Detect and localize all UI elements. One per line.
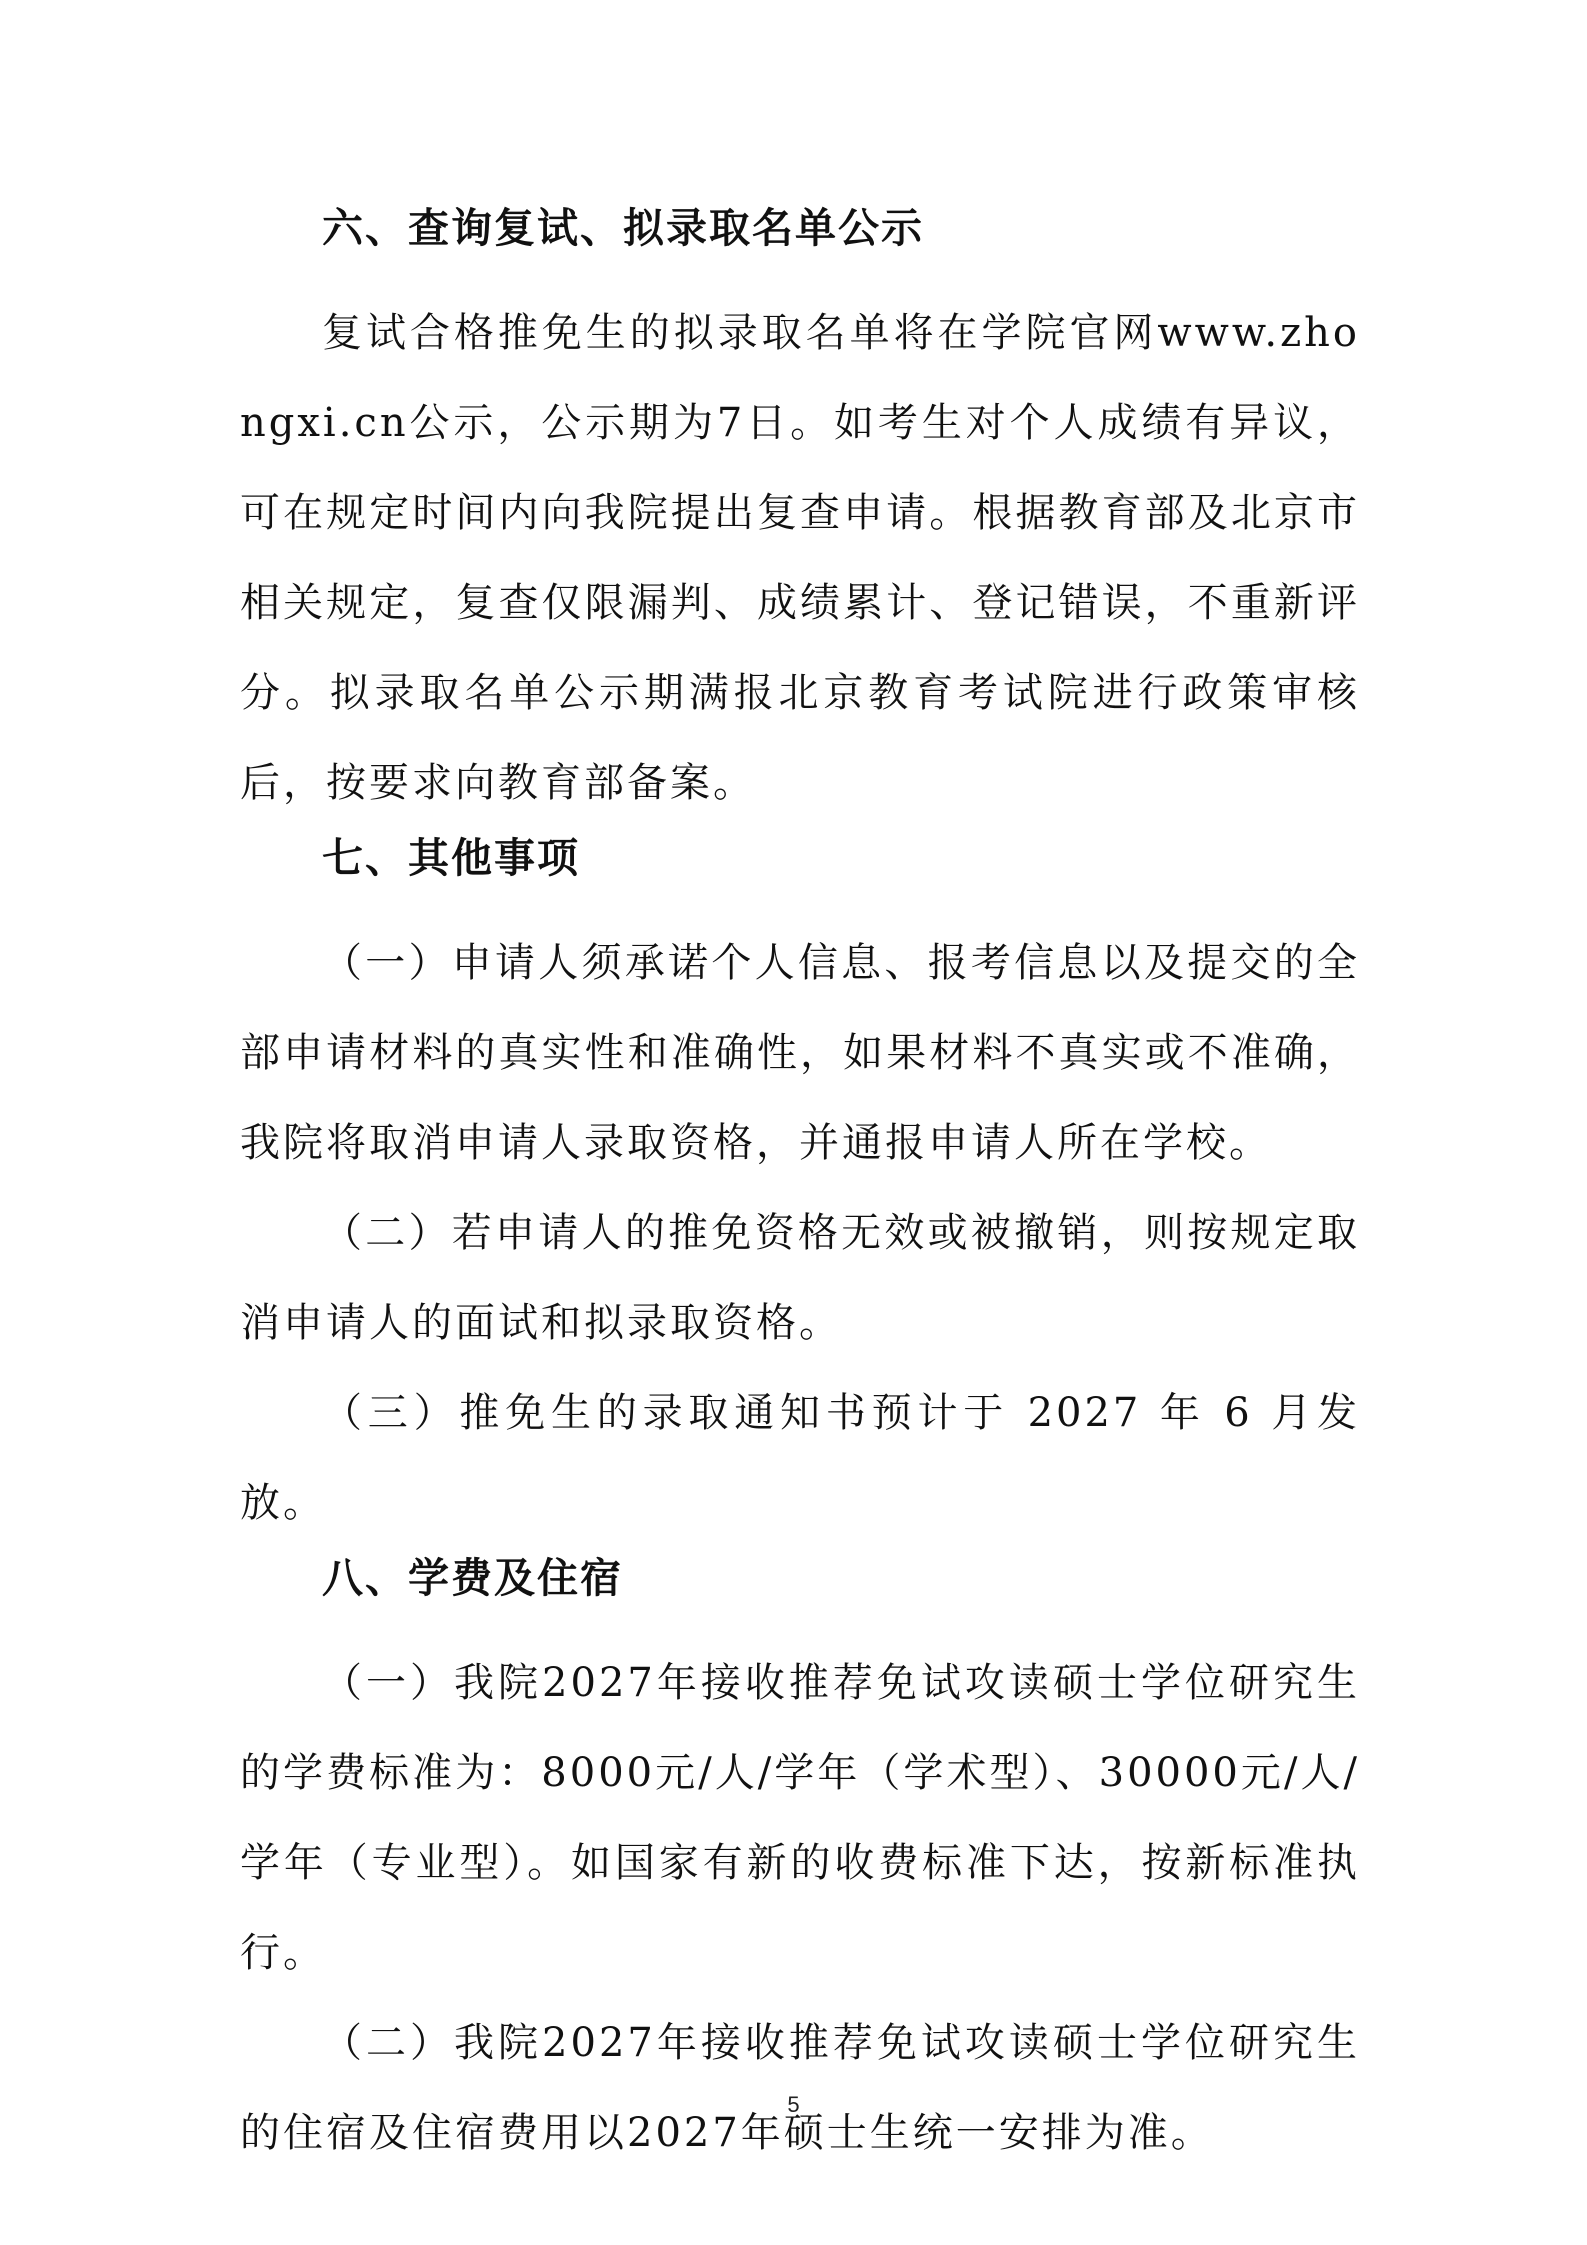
page-number: 5	[787, 2092, 800, 2117]
section-heading-8: 八、学费及住宿	[322, 1554, 623, 1602]
section-heading-6: 六、查询复试、拟录取名单公示	[322, 204, 924, 252]
paragraph-8-2: （二）我院2027年接收推荐免试攻读硕士学位研究生的住宿及住宿费用以2027年硕士生统一安排为准。	[240, 2020, 1360, 2156]
paragraph-6-1: 复试合格推免生的拟录取名单将在学院官网www.zhongxi.cn公示，公示期为7日。如考生对个人成绩有异议，可在规定时间内向我院提出复查申请。根据教育部及北京市相关规定，复查仅限漏判、成绩累计、登记错误，不重新评分。拟录取名单公示期满报北京教育考试院进行政策审核后，按要求向教育部备案。	[240, 310, 1360, 806]
paragraph-7-3: （三）推免生的录取通知书预计于 2027 年 6 月发放。	[240, 1390, 1360, 1526]
paragraph-8-1: （一）我院2027年接收推荐免试攻读硕士学位研究生的学费标准为：8000元/人/学年（学术型）、30000元/人/学年（专业型）。如国家有新的收费标准下达，按新标准执行。	[240, 1660, 1360, 1976]
paragraph-7-1: （一）申请人须承诺个人信息、报考信息以及提交的全部申请材料的真实性和准确性，如果材料不真实或不准确，我院将取消申请人录取资格，并通报申请人所在学校。	[240, 940, 1360, 1166]
document-body	[240, 198, 1360, 2178]
section-heading-7: 七、其他事项	[322, 834, 580, 882]
paragraph-7-2: （二）若申请人的推免资格无效或被撤销，则按规定取消申请人的面试和拟录取资格。	[240, 1210, 1360, 1346]
